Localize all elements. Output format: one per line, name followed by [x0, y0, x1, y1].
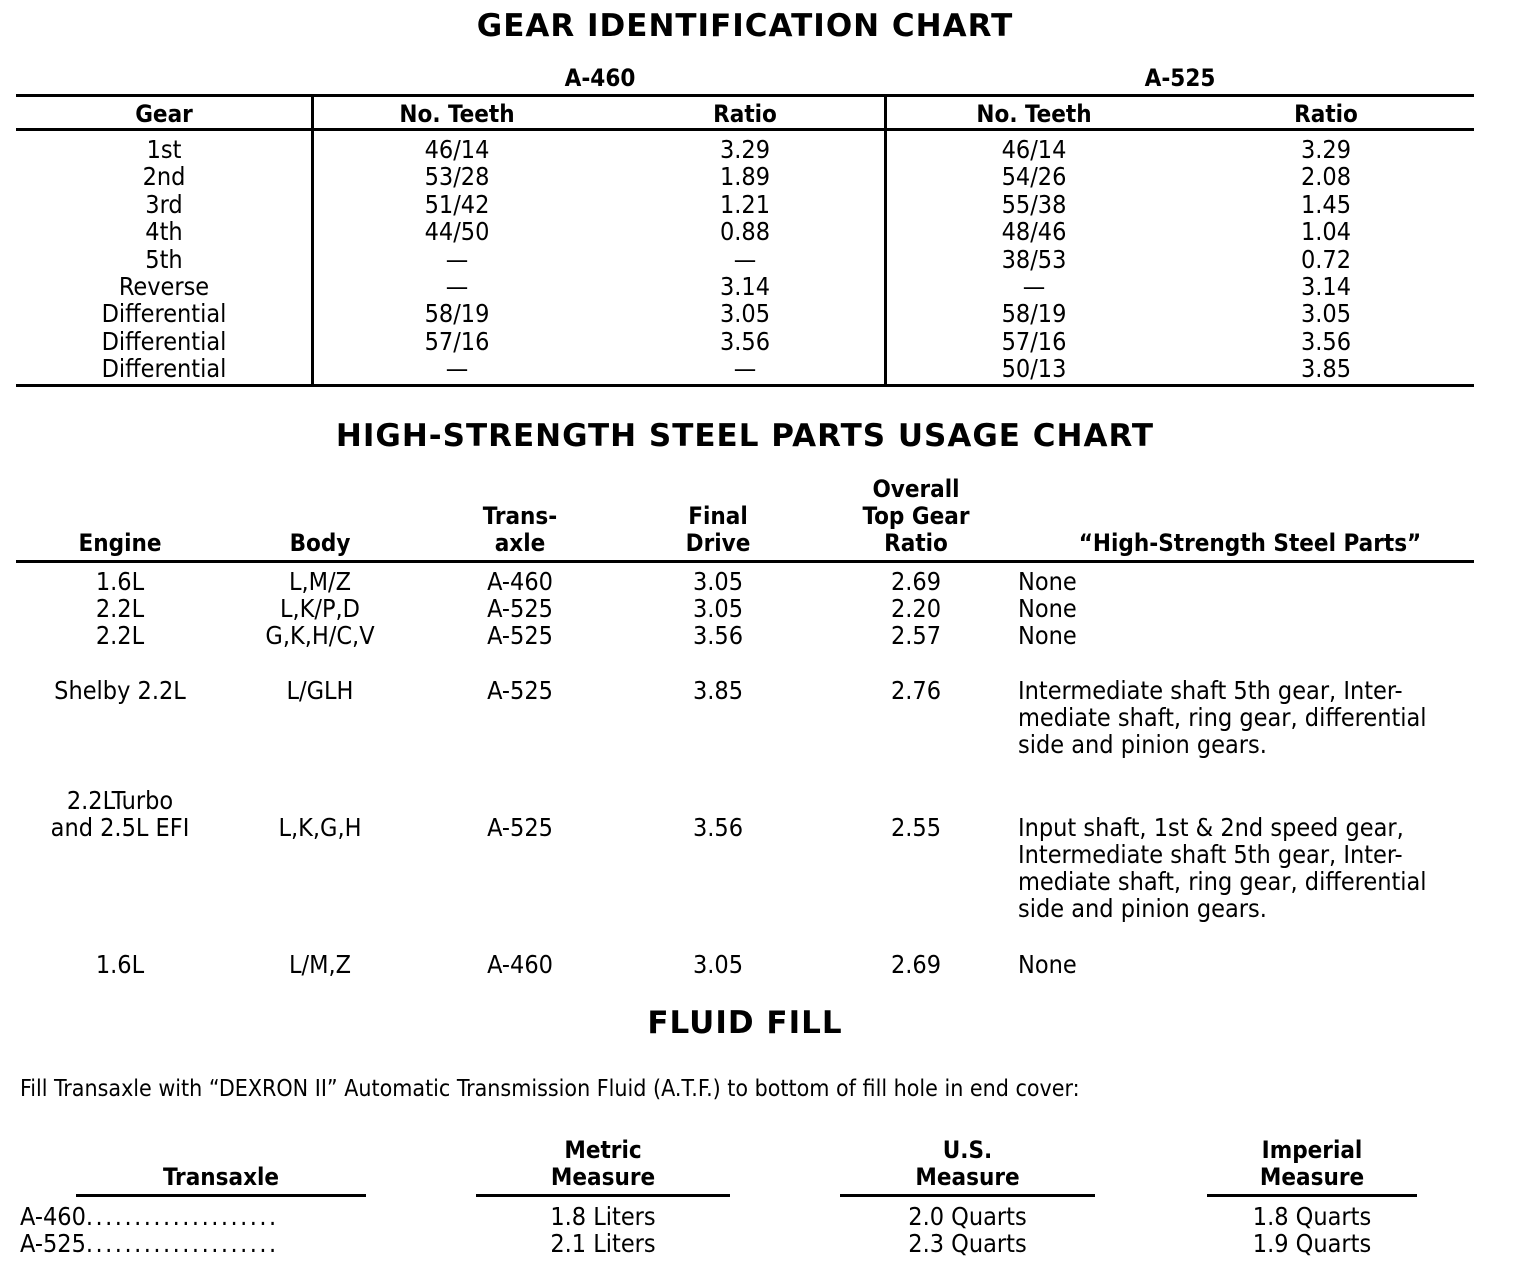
gear-chart-title: GEAR IDENTIFICATION CHART [476, 8, 1014, 44]
table-row: Reverse [118, 271, 210, 301]
table-cell: 3.29 [719, 135, 771, 164]
table-cell: 1.89 [719, 162, 771, 192]
table-row: Differential [101, 354, 227, 384]
fluid-metric-col-header: Metric Measure [550, 1136, 656, 1191]
steel-row-2-parts: None [1018, 594, 1077, 623]
fluid-transaxle-col-header: Transaxle [162, 1163, 280, 1191]
fluid-metric-rule [476, 1194, 730, 1197]
steel-row-1-engine: 1.6L [95, 567, 145, 596]
table-cell: 58/19 [424, 299, 490, 329]
steel-row-1-body: L,M/Z [288, 567, 352, 596]
table-cell: 1.04 [1300, 217, 1352, 247]
fluid-us-rule [840, 1194, 1095, 1197]
steel-row-2-body: L,K/P,D [279, 594, 361, 623]
fluid-transaxle-rule [76, 1194, 366, 1197]
group-a460-label: A-460 [564, 64, 636, 92]
table-row: 1st [146, 135, 182, 164]
a460-ratio-col [645, 136, 845, 383]
fluid-row-2-imperial: 1.9 Quarts [1252, 1229, 1372, 1258]
steel-row-3-ratio: 2.57 [890, 621, 942, 650]
steel-row-4-parts: Intermediate shaft 5th gear, Inter- mediate shaft, ring gear, differential side and pinion gears. [1018, 676, 1427, 759]
table-cell: 55/38 [1001, 189, 1067, 219]
steel-row-3-final-drive: 3.56 [692, 621, 744, 650]
steel-row-5-body: L,K,G,H [278, 813, 362, 842]
steel-row-4-final-drive: 3.85 [692, 676, 744, 705]
steel-row-5-ratio: 2.55 [890, 813, 942, 842]
steel-chart-title: HIGH-STRENGTH STEEL PARTS USAGE CHART [335, 418, 1155, 454]
gear-table-top-rule [16, 94, 1474, 97]
fluid-row-1-transaxle: A-460.................... [20, 1202, 279, 1231]
steel-row-6-transaxle: A-460 [487, 950, 553, 979]
steel-row-2-ratio: 2.20 [890, 594, 942, 623]
steel-row-5-transaxle: A-525 [487, 813, 553, 842]
table-cell: 53/28 [424, 162, 490, 192]
a460-ratio-col-header: Ratio [713, 100, 777, 128]
a525-teeth-col-header: No. Teeth [976, 100, 1092, 128]
table-cell: 46/14 [1001, 135, 1067, 164]
steel-row-3-body: G,K,H/C,V [265, 621, 375, 650]
table-cell: 46/14 [424, 135, 490, 164]
gear-col [16, 136, 312, 383]
table-cell: 3.05 [1300, 299, 1352, 329]
fluid-fill-instruction: Fill Transaxle with “DEXRON II” Automatic Transmission Fluid (A.T.F.) to bottom of fill hole in end cover: [20, 1076, 1080, 1102]
table-cell: 0.88 [719, 217, 771, 247]
fluid-row-1-us: 2.0 Quarts [908, 1202, 1027, 1231]
steel-row-4-ratio: 2.76 [890, 676, 942, 705]
steel-row-6-body: L/M,Z [288, 950, 352, 979]
table-cell: 3.56 [719, 326, 771, 356]
fluid-imperial-col-header: Imperial Measure [1259, 1136, 1365, 1191]
fluid-row-1-imperial: 1.8 Quarts [1252, 1202, 1372, 1231]
fluid-row-2-us: 2.3 Quarts [908, 1229, 1027, 1258]
steel-row-2-engine: 2.2L [95, 594, 145, 623]
a525-teeth-col [934, 136, 1134, 383]
table-cell: 51/42 [424, 189, 490, 219]
steel-row-4-transaxle: A-525 [487, 676, 553, 705]
steel-row-1-parts: None [1018, 567, 1077, 596]
table-row: 5th [145, 244, 183, 274]
table-cell: 0.72 [1300, 244, 1352, 274]
fluid-us-col-header: U.S. Measure [915, 1136, 1020, 1191]
gear-table-header-rule [16, 128, 1474, 131]
gear-table-bottom-rule [16, 384, 1474, 387]
fluid-row-1-metric: 1.8 Liters [550, 1202, 656, 1231]
table-cell: 3.05 [719, 299, 771, 329]
table-cell: — [445, 271, 469, 301]
table-cell: — [445, 244, 469, 274]
table-row: Differential [101, 299, 227, 329]
fluid-imperial-rule [1207, 1194, 1417, 1197]
table-cell: 3.56 [1300, 326, 1352, 356]
table-cell: 48/46 [1001, 217, 1067, 247]
steel-row-5-engine: 2.2LTurbo and 2.5L EFI [50, 786, 190, 842]
table-row: 2nd [142, 162, 186, 192]
overall-ratio-col-header: Overall Top Gear Ratio [862, 475, 970, 557]
transaxle-col-header: Trans- axle [482, 502, 558, 557]
steel-row-4-body: L/GLH [286, 676, 354, 705]
table-cell: 57/16 [424, 326, 490, 356]
table-row: Differential [101, 326, 227, 356]
table-row: 3rd [145, 189, 183, 219]
table-cell: 57/16 [1001, 326, 1067, 356]
a525-ratio-col-header: Ratio [1294, 100, 1358, 128]
table-row: 4th [145, 217, 183, 247]
engine-col-header: Engine [78, 529, 162, 557]
table-cell: — [733, 244, 757, 274]
fluid-row-2-transaxle: A-525.................... [20, 1229, 279, 1258]
steel-row-1-ratio: 2.69 [890, 567, 942, 596]
table-cell: 3.14 [719, 271, 771, 301]
table-cell: 3.85 [1300, 354, 1352, 384]
table-cell: — [445, 354, 469, 384]
table-cell: — [1022, 271, 1046, 301]
steel-row-3-parts: None [1018, 621, 1077, 650]
gear-col-header: Gear [135, 100, 193, 128]
steel-row-6-parts: None [1018, 950, 1077, 979]
steel-table-header-rule [16, 560, 1474, 563]
steel-row-5-final-drive: 3.56 [692, 813, 744, 842]
final-drive-col-header: Final Drive [685, 502, 751, 557]
table-cell: 38/53 [1001, 244, 1067, 274]
steel-row-2-transaxle: A-525 [487, 594, 553, 623]
steel-row-5-parts: Input shaft, 1st & 2nd speed gear, Intermediate shaft 5th gear, Inter- mediate shaft, ring gear, differential side and pinion gears. [1018, 813, 1427, 923]
table-cell: 2.08 [1300, 162, 1352, 192]
table-cell: 54/26 [1001, 162, 1067, 192]
steel-row-6-ratio: 2.69 [890, 950, 942, 979]
fluid-row-2-metric: 2.1 Liters [550, 1229, 656, 1258]
gear-table-divider-2 [884, 96, 887, 384]
group-a525-label: A-525 [1144, 64, 1216, 92]
table-cell: 1.45 [1300, 189, 1352, 219]
steel-row-3-transaxle: A-525 [487, 621, 553, 650]
body-col-header: Body [289, 529, 351, 557]
table-cell: 58/19 [1001, 299, 1067, 329]
a460-teeth-col [357, 136, 557, 383]
steel-row-6-engine: 1.6L [95, 950, 145, 979]
table-cell: 50/13 [1001, 354, 1067, 384]
a525-ratio-col [1226, 136, 1426, 383]
table-cell: 3.14 [1300, 271, 1352, 301]
table-cell: 1.21 [719, 189, 771, 219]
steel-row-6-final-drive: 3.05 [692, 950, 744, 979]
steel-row-2-final-drive: 3.05 [692, 594, 744, 623]
table-cell: 3.29 [1300, 135, 1352, 164]
table-cell: 44/50 [424, 217, 490, 247]
parts-col-header: “High-Strength Steel Parts” [1078, 529, 1422, 557]
steel-row-3-engine: 2.2L [95, 621, 145, 650]
steel-row-1-transaxle: A-460 [487, 567, 553, 596]
steel-row-1-final-drive: 3.05 [692, 567, 744, 596]
steel-row-4-engine: Shelby 2.2L [54, 676, 186, 705]
table-cell: — [733, 354, 757, 384]
fluid-fill-title: FLUID FILL [647, 1005, 843, 1041]
a460-teeth-col-header: No. Teeth [399, 100, 515, 128]
